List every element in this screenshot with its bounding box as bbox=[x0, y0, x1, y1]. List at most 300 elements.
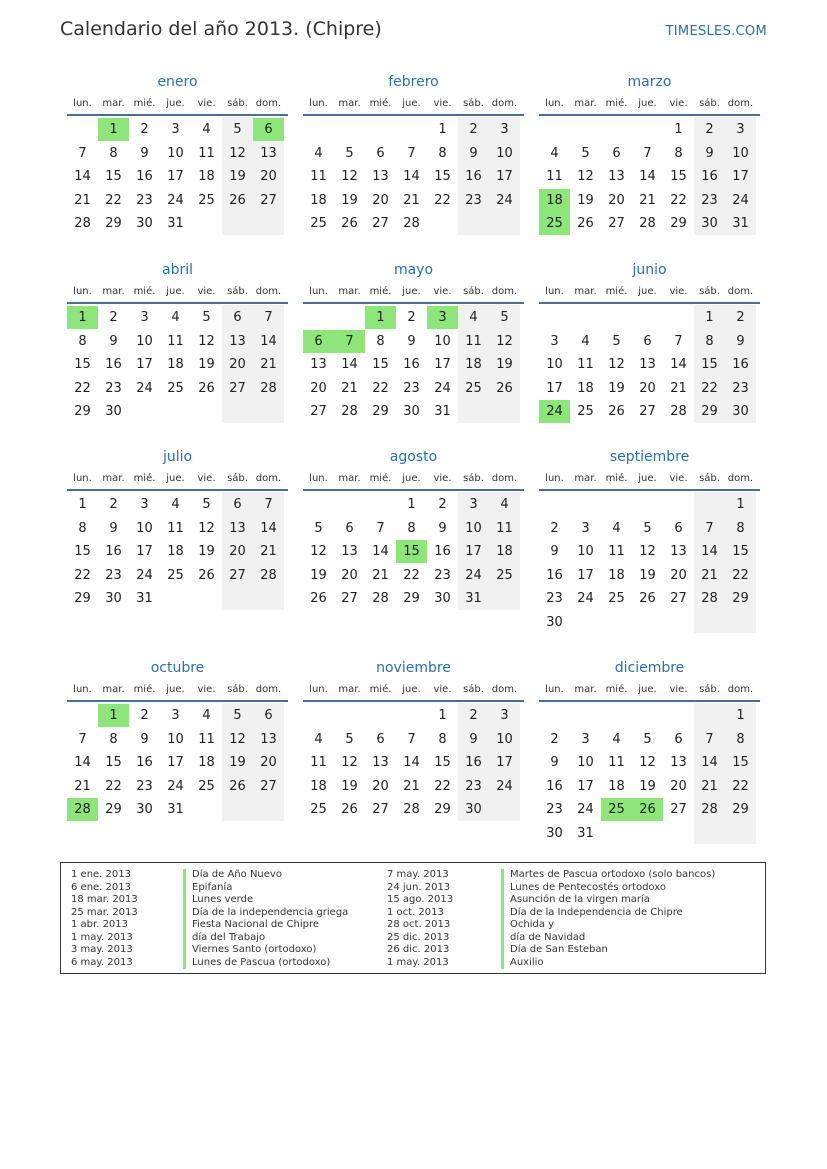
day-cell: 2 bbox=[705, 122, 714, 137]
day-cell: 2 bbox=[736, 310, 745, 325]
day-cell: 9 bbox=[550, 544, 559, 559]
day-cell: 7 bbox=[78, 731, 87, 747]
day-cell: 24 bbox=[577, 591, 594, 606]
day-cell: 27 bbox=[260, 778, 277, 794]
day-cell: 27 bbox=[310, 404, 327, 419]
legend-holiday-date: 18 mar. 2013 bbox=[71, 894, 138, 905]
day-cell: 11 bbox=[198, 731, 215, 747]
day-cell: 8 bbox=[674, 145, 683, 161]
weekday-label: mié. bbox=[369, 473, 392, 484]
legend-holiday-name: Día de Año Nuevo bbox=[183, 869, 348, 882]
day-cell: 5 bbox=[202, 497, 211, 512]
day-cell: 26 bbox=[198, 567, 215, 583]
day-cell: 17 bbox=[136, 544, 153, 559]
weekday-label: lun. bbox=[73, 98, 92, 109]
day-cell: 15 bbox=[74, 357, 91, 372]
day-cell: 30 bbox=[403, 404, 420, 419]
legend-holiday-date: 7 may. 2013 bbox=[387, 869, 449, 880]
day-cell: 28 bbox=[341, 404, 358, 419]
holiday-day: 6 bbox=[253, 118, 284, 141]
day-cell: 24 bbox=[167, 192, 184, 208]
day-cell: 24 bbox=[496, 192, 513, 208]
weekday-label: lun. bbox=[73, 684, 92, 695]
day-cell: 8 bbox=[78, 333, 87, 349]
legend-holiday-date: 25 mar. 2013 bbox=[71, 906, 138, 918]
day-cell: 29 bbox=[105, 216, 122, 231]
day-cell: 4 bbox=[202, 708, 211, 723]
day-cell: 25 bbox=[496, 567, 513, 583]
brand-logo[interactable]: TIMESLES.COM bbox=[665, 24, 767, 39]
day-cell: 9 bbox=[109, 333, 118, 349]
day-cell: 30 bbox=[546, 614, 563, 630]
day-cell: 29 bbox=[434, 802, 451, 817]
weekday-label: vie. bbox=[433, 98, 452, 109]
weekday-label: mié. bbox=[133, 473, 156, 484]
day-cell: 25 bbox=[608, 591, 625, 606]
weekday-label: jue. bbox=[638, 684, 657, 695]
day-cell: 3 bbox=[736, 122, 745, 137]
day-cell: 31 bbox=[167, 216, 184, 231]
day-cell: 18 bbox=[198, 169, 215, 184]
day-cell: 4 bbox=[550, 145, 559, 161]
day-cell: 2 bbox=[109, 310, 118, 325]
day-cell: 8 bbox=[109, 731, 118, 747]
day-cell: 18 bbox=[198, 755, 215, 770]
day-cell: 20 bbox=[229, 357, 246, 372]
day-cell: 27 bbox=[372, 802, 389, 817]
day-cell: 14 bbox=[74, 169, 91, 184]
day-cell: 23 bbox=[434, 567, 451, 583]
weekday-label: lun. bbox=[309, 684, 328, 695]
month-divider bbox=[303, 700, 524, 702]
day-cell: 23 bbox=[403, 380, 420, 396]
day-cell: 21 bbox=[403, 778, 420, 794]
day-cell: 16 bbox=[136, 755, 153, 770]
day-cell: 12 bbox=[577, 169, 594, 184]
legend-holiday-name: Auxilio bbox=[501, 957, 715, 970]
day-cell: 30 bbox=[465, 802, 482, 817]
day-cell: 25 bbox=[310, 802, 327, 817]
day-cell: 26 bbox=[496, 380, 513, 396]
day-cell: 2 bbox=[438, 497, 447, 512]
day-cell: 28 bbox=[260, 380, 277, 396]
holiday-day: 26 bbox=[632, 798, 663, 821]
day-cell: 23 bbox=[136, 192, 153, 208]
day-cell: 13 bbox=[670, 755, 687, 770]
day-cell: 21 bbox=[260, 544, 277, 559]
day-cell: 19 bbox=[229, 755, 246, 770]
weekday-label: vie. bbox=[433, 684, 452, 695]
day-cell: 13 bbox=[372, 169, 389, 184]
day-cell: 7 bbox=[376, 520, 385, 536]
day-cell: 10 bbox=[465, 520, 482, 536]
day-cell: 25 bbox=[465, 380, 482, 396]
day-cell: 15 bbox=[105, 169, 122, 184]
weekday-label: mar. bbox=[338, 98, 361, 109]
day-cell: 7 bbox=[78, 145, 87, 161]
day-cell: 20 bbox=[670, 778, 687, 794]
weekday-label: mar. bbox=[102, 473, 125, 484]
month-name: mayo bbox=[393, 262, 434, 278]
day-cell: 14 bbox=[670, 357, 687, 372]
day-cell: 20 bbox=[670, 567, 687, 583]
weekday-label: lun. bbox=[545, 684, 564, 695]
weekday-label: mié. bbox=[605, 473, 628, 484]
day-cell: 4 bbox=[314, 731, 323, 747]
day-cell: 28 bbox=[670, 404, 687, 419]
day-cell: 7 bbox=[643, 145, 652, 161]
day-cell: 8 bbox=[736, 731, 745, 747]
month-divider bbox=[67, 302, 288, 304]
day-cell: 7 bbox=[264, 310, 273, 325]
day-cell: 11 bbox=[546, 169, 563, 184]
weekday-label: dom. bbox=[491, 98, 518, 109]
month-name: abril bbox=[161, 262, 193, 278]
day-cell: 24 bbox=[136, 380, 153, 396]
weekday-label: vie. bbox=[197, 98, 216, 109]
day-cell: 19 bbox=[496, 357, 513, 372]
month-name: septiembre bbox=[609, 449, 690, 465]
holiday-day: 1 bbox=[98, 704, 129, 727]
day-cell: 22 bbox=[434, 192, 451, 208]
day-cell: 19 bbox=[229, 169, 246, 184]
day-cell: 9 bbox=[736, 333, 745, 349]
weekday-label: vie. bbox=[433, 286, 452, 297]
day-cell: 29 bbox=[372, 404, 389, 419]
month-divider bbox=[303, 302, 524, 304]
legend-holiday-name: Epifanía bbox=[183, 882, 348, 895]
weekday-label: dom. bbox=[727, 286, 754, 297]
weekday-label: mar. bbox=[102, 286, 125, 297]
day-cell: 31 bbox=[434, 404, 451, 419]
day-cell: 16 bbox=[434, 544, 451, 559]
day-cell: 4 bbox=[612, 520, 621, 536]
month-name: enero bbox=[157, 74, 198, 90]
day-cell: 10 bbox=[732, 145, 749, 161]
legend-holiday-name: Asunción de la virgen maría bbox=[501, 894, 715, 907]
day-cell: 20 bbox=[260, 169, 277, 184]
weekday-label: lun. bbox=[545, 473, 564, 484]
holiday-day: 1 bbox=[98, 118, 129, 141]
day-cell: 10 bbox=[496, 145, 513, 161]
day-cell: 22 bbox=[105, 192, 122, 208]
day-cell: 22 bbox=[74, 380, 91, 396]
day-cell: 21 bbox=[403, 192, 420, 208]
day-cell: 12 bbox=[310, 544, 327, 559]
day-cell: 6 bbox=[674, 731, 683, 747]
day-cell: 22 bbox=[372, 380, 389, 396]
day-cell: 11 bbox=[465, 333, 482, 349]
day-cell: 5 bbox=[581, 145, 590, 161]
day-cell: 18 bbox=[608, 778, 625, 794]
day-cell: 12 bbox=[608, 357, 625, 372]
day-cell: 14 bbox=[260, 520, 277, 536]
day-cell: 21 bbox=[341, 380, 358, 396]
day-cell: 16 bbox=[546, 567, 563, 583]
day-cell: 8 bbox=[736, 520, 745, 536]
day-cell: 31 bbox=[167, 802, 184, 817]
day-cell: 3 bbox=[581, 731, 590, 747]
day-cell: 28 bbox=[74, 216, 91, 231]
day-cell: 18 bbox=[167, 357, 184, 372]
day-cell: 20 bbox=[341, 567, 358, 583]
day-cell: 10 bbox=[577, 544, 594, 559]
day-cell: 15 bbox=[434, 755, 451, 770]
day-cell: 19 bbox=[341, 778, 358, 794]
day-cell: 30 bbox=[136, 802, 153, 817]
weekday-label: mié. bbox=[369, 98, 392, 109]
holiday-day: 25 bbox=[539, 212, 570, 235]
day-cell: 10 bbox=[136, 333, 153, 349]
day-cell: 28 bbox=[403, 802, 420, 817]
day-cell: 19 bbox=[639, 567, 656, 583]
day-cell: 16 bbox=[546, 778, 563, 794]
month-divider bbox=[539, 114, 760, 116]
day-cell: 22 bbox=[701, 380, 718, 396]
day-cell: 20 bbox=[372, 778, 389, 794]
day-cell: 25 bbox=[577, 404, 594, 419]
day-cell: 17 bbox=[577, 778, 594, 794]
month-name: agosto bbox=[389, 449, 438, 465]
weekday-label: mié. bbox=[133, 286, 156, 297]
day-cell: 30 bbox=[105, 404, 122, 419]
day-cell: 17 bbox=[496, 169, 513, 184]
day-cell: 22 bbox=[670, 192, 687, 208]
weekday-label: sáb. bbox=[463, 98, 484, 109]
weekday-label: lun. bbox=[309, 473, 328, 484]
day-cell: 5 bbox=[202, 310, 211, 325]
day-cell: 25 bbox=[310, 216, 327, 231]
day-cell: 5 bbox=[314, 520, 323, 536]
day-cell: 22 bbox=[74, 567, 91, 583]
weekday-label: mié. bbox=[133, 98, 156, 109]
weekday-label: mar. bbox=[338, 473, 361, 484]
day-cell: 3 bbox=[500, 122, 509, 137]
day-cell: 26 bbox=[198, 380, 215, 396]
day-cell: 20 bbox=[639, 380, 656, 396]
month-divider bbox=[67, 700, 288, 702]
day-cell: 14 bbox=[403, 169, 420, 184]
weekday-label: mar. bbox=[574, 98, 597, 109]
day-cell: 4 bbox=[500, 497, 509, 512]
day-cell: 19 bbox=[198, 544, 215, 559]
day-cell: 26 bbox=[341, 802, 358, 817]
legend-holiday-date: 15 ago. 2013 bbox=[387, 894, 454, 905]
day-cell: 14 bbox=[372, 544, 389, 559]
day-cell: 5 bbox=[643, 731, 652, 747]
day-cell: 1 bbox=[674, 122, 683, 137]
holiday-day: 18 bbox=[539, 189, 570, 212]
day-cell: 10 bbox=[577, 755, 594, 770]
day-cell: 29 bbox=[74, 591, 91, 606]
day-cell: 9 bbox=[109, 520, 118, 536]
day-cell: 17 bbox=[732, 169, 749, 184]
day-cell: 18 bbox=[310, 192, 327, 208]
weekday-label: vie. bbox=[669, 98, 688, 109]
day-cell: 1 bbox=[736, 497, 745, 512]
day-cell: 21 bbox=[260, 357, 277, 372]
legend-holiday-name: día del Trabajo bbox=[183, 932, 348, 945]
day-cell: 3 bbox=[469, 497, 478, 512]
day-cell: 13 bbox=[260, 145, 277, 161]
day-cell: 12 bbox=[639, 755, 656, 770]
day-cell: 22 bbox=[105, 778, 122, 794]
weekday-label: mar. bbox=[574, 286, 597, 297]
day-cell: 8 bbox=[438, 145, 447, 161]
day-cell: 11 bbox=[167, 333, 184, 349]
day-cell: 13 bbox=[310, 357, 327, 372]
day-cell: 2 bbox=[550, 731, 559, 747]
day-cell: 22 bbox=[403, 567, 420, 583]
day-cell: 9 bbox=[438, 520, 447, 536]
day-cell: 15 bbox=[670, 169, 687, 184]
legend-holiday-date: 6 ene. 2013 bbox=[71, 881, 131, 893]
day-cell: 16 bbox=[136, 169, 153, 184]
day-cell: 12 bbox=[198, 520, 215, 536]
day-cell: 26 bbox=[310, 591, 327, 606]
day-cell: 4 bbox=[469, 310, 478, 325]
day-cell: 10 bbox=[136, 520, 153, 536]
weekday-label: vie. bbox=[197, 286, 216, 297]
month-divider bbox=[303, 489, 524, 491]
day-cell: 31 bbox=[732, 216, 749, 231]
day-cell: 18 bbox=[496, 544, 513, 559]
day-cell: 26 bbox=[639, 591, 656, 606]
day-cell: 2 bbox=[109, 497, 118, 512]
legend-holiday-date: 26 dic. 2013 bbox=[387, 944, 450, 955]
day-cell: 5 bbox=[643, 520, 652, 536]
legend-holiday-name: Ochida y bbox=[501, 919, 715, 932]
day-cell: 29 bbox=[74, 404, 91, 419]
day-cell: 15 bbox=[732, 544, 749, 559]
day-cell: 9 bbox=[407, 333, 416, 349]
weekday-label: mié. bbox=[133, 684, 156, 695]
day-cell: 16 bbox=[701, 169, 718, 184]
day-cell: 9 bbox=[705, 145, 714, 161]
day-cell: 20 bbox=[260, 755, 277, 770]
day-cell: 4 bbox=[202, 122, 211, 137]
day-cell: 7 bbox=[674, 333, 683, 349]
day-cell: 24 bbox=[577, 802, 594, 817]
day-cell: 17 bbox=[465, 544, 482, 559]
day-cell: 5 bbox=[345, 145, 354, 161]
weekday-label: lun. bbox=[73, 473, 92, 484]
day-cell: 14 bbox=[701, 544, 718, 559]
month-name: junio bbox=[632, 262, 667, 278]
weekday-label: mar. bbox=[102, 684, 125, 695]
day-cell: 9 bbox=[550, 755, 559, 770]
day-cell: 17 bbox=[167, 169, 184, 184]
day-cell: 21 bbox=[701, 778, 718, 794]
day-cell: 16 bbox=[465, 755, 482, 770]
holiday-day: 7 bbox=[334, 330, 365, 353]
weekday-label: dom. bbox=[255, 473, 282, 484]
day-cell: 10 bbox=[546, 357, 563, 372]
month-divider bbox=[303, 114, 524, 116]
weekday-label: dom. bbox=[727, 684, 754, 695]
day-cell: 10 bbox=[167, 145, 184, 161]
day-cell: 23 bbox=[465, 192, 482, 208]
day-cell: 19 bbox=[198, 357, 215, 372]
weekday-label: mié. bbox=[369, 286, 392, 297]
weekday-label: mar. bbox=[574, 684, 597, 695]
month-divider bbox=[539, 700, 760, 702]
weekday-label: mié. bbox=[605, 98, 628, 109]
day-cell: 27 bbox=[229, 567, 246, 583]
legend-names-col1 bbox=[183, 869, 348, 969]
holiday-day: 24 bbox=[539, 400, 570, 423]
day-cell: 11 bbox=[608, 544, 625, 559]
weekday-label: sáb. bbox=[699, 286, 720, 297]
weekday-label: sáb. bbox=[463, 473, 484, 484]
day-cell: 2 bbox=[550, 520, 559, 536]
day-cell: 5 bbox=[345, 731, 354, 747]
day-cell: 31 bbox=[136, 591, 153, 606]
day-cell: 15 bbox=[732, 755, 749, 770]
legend-holiday-name: Día de la Independencia de Chipre bbox=[501, 907, 715, 920]
weekday-label: jue. bbox=[402, 684, 421, 695]
weekday-label: mié. bbox=[605, 286, 628, 297]
day-cell: 28 bbox=[701, 591, 718, 606]
holiday-day: 3 bbox=[427, 306, 458, 329]
month-name: diciembre bbox=[614, 660, 685, 676]
weekday-label: sáb. bbox=[227, 684, 248, 695]
day-cell: 18 bbox=[608, 567, 625, 583]
day-cell: 20 bbox=[608, 192, 625, 208]
weekday-label: sáb. bbox=[699, 684, 720, 695]
weekday-label: sáb. bbox=[463, 684, 484, 695]
day-cell: 28 bbox=[260, 567, 277, 583]
day-cell: 26 bbox=[577, 216, 594, 231]
day-cell: 14 bbox=[701, 755, 718, 770]
day-cell: 22 bbox=[434, 778, 451, 794]
day-cell: 24 bbox=[167, 778, 184, 794]
day-cell: 6 bbox=[612, 145, 621, 161]
day-cell: 17 bbox=[167, 755, 184, 770]
day-cell: 19 bbox=[639, 778, 656, 794]
day-cell: 8 bbox=[438, 731, 447, 747]
day-cell: 2 bbox=[469, 708, 478, 723]
day-cell: 31 bbox=[465, 591, 482, 606]
day-cell: 26 bbox=[341, 216, 358, 231]
day-cell: 1 bbox=[705, 310, 714, 325]
day-cell: 28 bbox=[639, 216, 656, 231]
day-cell: 15 bbox=[434, 169, 451, 184]
legend-holiday-date: 1 ene. 2013 bbox=[71, 869, 131, 880]
day-cell: 13 bbox=[670, 544, 687, 559]
legend-holiday-date: 1 abr. 2013 bbox=[71, 919, 129, 930]
day-cell: 16 bbox=[403, 357, 420, 372]
holiday-day: 28 bbox=[67, 798, 98, 821]
day-cell: 12 bbox=[341, 169, 358, 184]
weekday-label: vie. bbox=[197, 473, 216, 484]
holiday-day: 15 bbox=[396, 540, 427, 563]
day-cell: 23 bbox=[732, 380, 749, 396]
day-cell: 6 bbox=[264, 708, 273, 723]
day-cell: 17 bbox=[496, 755, 513, 770]
day-cell: 27 bbox=[341, 591, 358, 606]
legend-holiday-date: 1 may. 2013 bbox=[387, 956, 449, 968]
day-cell: 10 bbox=[434, 333, 451, 349]
day-cell: 28 bbox=[701, 802, 718, 817]
day-cell: 28 bbox=[403, 216, 420, 231]
weekday-label: jue. bbox=[402, 286, 421, 297]
day-cell: 21 bbox=[372, 567, 389, 583]
day-cell: 27 bbox=[670, 802, 687, 817]
day-cell: 13 bbox=[608, 169, 625, 184]
day-cell: 21 bbox=[639, 192, 656, 208]
day-cell: 23 bbox=[701, 192, 718, 208]
